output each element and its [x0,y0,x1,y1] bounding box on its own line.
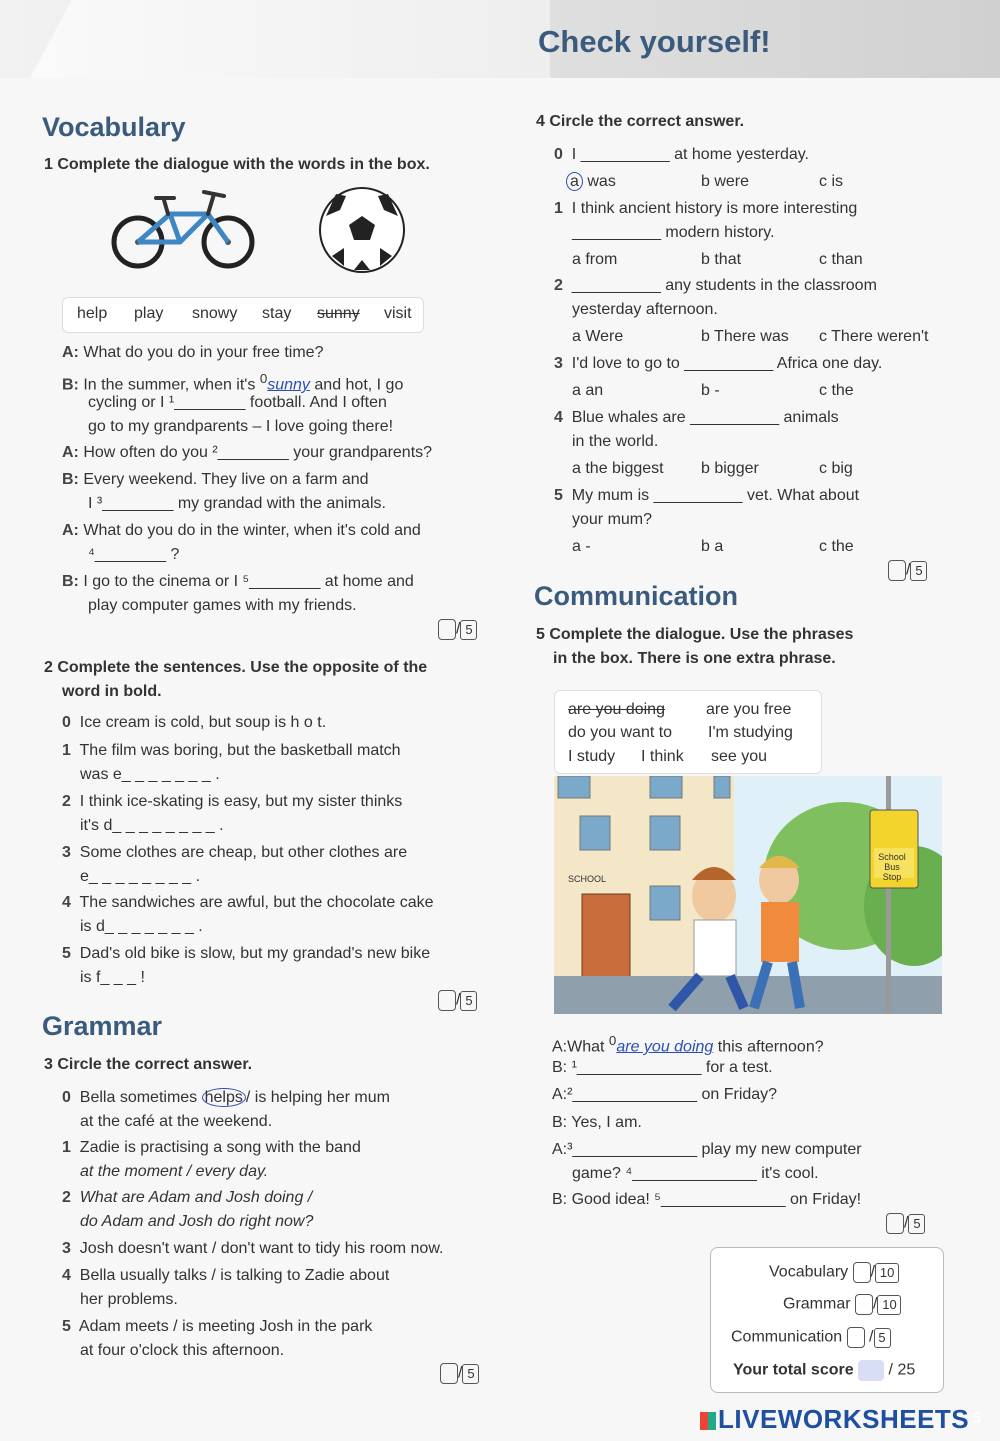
score-box[interactable] [855,1294,873,1315]
sentence: Some clothes are cheap, but other clothes are [79,844,408,861]
ex3-instruction: 3 Circle the correct answer. [44,1056,253,1073]
option-c[interactable]: c big [819,460,853,477]
speaker: A: [552,1086,568,1103]
word-sunny: sunny [317,305,360,322]
ex5-score: / 5 [886,1213,925,1234]
score-box[interactable] [440,1363,458,1384]
item-number: 5 [554,487,563,504]
option-b[interactable]: b There was [701,328,789,345]
dialogue-line: play computer games with my friends. [88,597,357,614]
score-max: 5 [460,991,477,1011]
vocabulary-title: Vocabulary [42,112,186,142]
bicycle-illustration [108,186,260,274]
sentence: I think ice-skating is easy, but my sister thinks [79,793,403,810]
question: in the world. [572,433,659,450]
dialogue-line: Yes, I am. [571,1114,642,1131]
example-answer: are you doing [616,1038,714,1056]
option-a[interactable]: a the biggest [572,460,664,477]
dialogue-line[interactable]: Good idea! ⁵______________ on Friday! [571,1191,862,1208]
phrase-i-study: I study [568,748,616,765]
score-box[interactable] [853,1262,871,1283]
question: I __________ at home yesterday. [571,146,809,163]
speaker: A: [552,1038,568,1056]
ex2-score: / 5 [438,990,477,1011]
option-b[interactable]: b - [701,382,720,399]
dialogue-line: go to my grandparents – I love going there! [88,418,394,435]
header-band-light [30,0,550,78]
school-scene [554,776,942,1014]
option-b[interactable]: b bigger [701,460,759,477]
sentence: at four o'clock this afternoon. [80,1342,285,1359]
word-play: play [134,305,164,322]
word-help: help [77,305,108,322]
question: your mum? [572,511,653,528]
phrase-are-you-free: are you free [706,701,792,718]
option-a[interactable]: a from [572,251,618,268]
item-number: 5 [62,1318,71,1335]
item-number: 0 [554,146,563,163]
sentence: Zadie is practising a song with the band [79,1139,361,1156]
speaker: B: [552,1114,568,1131]
dialogue-line: I ³________ my grandad with the animals. [88,495,386,512]
grammar-score-row: Grammar / 10 [783,1294,901,1315]
answer-gap[interactable]: was e_ _ _ _ _ _ _ . [80,766,220,783]
speaker: A: [62,522,79,539]
question: __________ modern history. [572,224,775,241]
page-title: Check yourself! [538,24,771,59]
phrase-i-think: I think [641,748,684,765]
score-box[interactable] [886,1213,904,1234]
ex1-word-box [62,297,424,333]
logo-text: LIVEWORKSHEETS [718,1404,970,1434]
dialogue-line: In the summer, when it's [83,376,256,394]
item-number: 3 [62,1240,71,1257]
speaker: B: [62,471,79,488]
item-number: 1 [62,742,71,759]
vocabulary-score-row: Vocabulary / 10 [769,1262,899,1283]
score-max: 5 [462,1364,479,1384]
option-c[interactable]: c is [819,173,843,190]
choice-options[interactable]: Adam meets / is meeting Josh in the park [78,1318,373,1335]
score-label: Your total score [733,1361,854,1379]
question: I'd love to go to __________ Africa one day. [571,355,883,372]
speaker: B: [552,1059,568,1076]
score-label: Communication [731,1328,843,1346]
question: __________ any students in the classroom [571,277,877,294]
answer-gap[interactable]: is f_ _ _ ! [80,969,145,986]
option-a[interactable]: a Were [572,328,624,345]
ex5-instruction-2: in the box. There is one extra phrase. [553,650,836,667]
score-box[interactable] [847,1327,865,1348]
item-number: 3 [554,355,563,372]
dialogue-line: Every weekend. They live on a farm and [83,471,369,488]
dialogue-line: What do you do in your free time? [83,344,324,361]
option-c[interactable]: c than [819,251,863,268]
football-illustration [318,186,406,274]
item-number: 3 [62,844,71,861]
choice-options[interactable]: What are Adam and Josh doing / [79,1189,313,1206]
question: yesterday afternoon. [572,301,718,318]
score-max: 10 [875,1263,899,1283]
phrase-see-you: see you [711,748,768,765]
sentence: Bella sometimes [79,1089,198,1106]
question: Blue whales are __________ animals [571,409,839,426]
dialogue-line: and hot, I go [314,376,404,394]
example-answer: sunny [267,376,310,394]
option-a[interactable]: was [587,173,616,190]
score-box[interactable] [858,1360,884,1381]
score-max: 5 [908,1214,925,1234]
item-number: 0 [62,1089,71,1106]
score-label: Vocabulary [769,1263,849,1281]
option-c[interactable]: c the [819,382,854,399]
phrase-im-studying: I'm studying [708,724,793,741]
speaker: B: [62,573,79,590]
bus-stop-sign-line-2: Bus Stop [882,862,902,882]
speaker: B: [62,376,79,394]
score-box[interactable] [888,560,906,581]
choice-options[interactable]: Bella usually talks / is talking to Zadie about [79,1267,390,1284]
liveworksheets-logo [700,1404,969,1435]
item-number: 5 [62,945,71,962]
answer-gap[interactable]: it's d_ _ _ _ _ _ _ _ . [80,817,224,834]
score-max: 25 [897,1361,916,1379]
score-max: 5 [460,620,477,640]
option-c[interactable]: c There weren't [819,328,929,345]
dialogue-line: cycling or I ¹________ football. And I often [88,394,387,411]
item-number: 2 [62,793,71,810]
question: I think ancient history is more interesting [571,200,858,217]
item-number: 1 [62,1139,71,1156]
school-illustration [554,776,942,1014]
dialogue-line: I go to the cinema or I ⁵________ at home and [83,573,414,590]
page-number: 5 [972,1410,981,1427]
communication-title: Communication [534,581,739,611]
bus-stop-sign [876,852,908,882]
option-a[interactable]: a an [572,382,604,399]
item-number: 4 [62,894,71,911]
answer-gap[interactable]: e_ _ _ _ _ _ _ _ . [80,868,201,885]
score-box[interactable] [438,619,456,640]
speaker: A: [62,444,79,461]
dialogue-line: What [567,1038,605,1056]
total-score-row: Your total score / 25 [733,1360,915,1381]
choice-options[interactable]: do Adam and Josh do right now? [80,1213,314,1230]
option-b[interactable]: b that [701,251,742,268]
grammar-title: Grammar [42,1011,163,1041]
dialogue-line: ⁴________ ? [88,546,180,563]
score-max: 5 [874,1328,891,1348]
dialogue-line[interactable]: ²______________ on Friday? [567,1086,778,1103]
score-max: 5 [910,561,927,581]
sentence: The sandwiches are awful, but the chocolate cake [79,894,434,911]
sentence: / is helping her mum [245,1089,390,1106]
dialogue-line: What do you do in the winter, when it's cold and [83,522,421,539]
ex2-instruction: 2 Complete the sentences. Use the opposite of the [44,659,428,676]
item-number: 0 [62,714,71,731]
sentence: her problems. [80,1291,178,1308]
dialogue-line[interactable]: ³______________ play my new computer [567,1141,862,1158]
item-number: 4 [62,1267,71,1284]
circled-answer: helps [202,1088,246,1107]
phrase-do-you-want-to: do you want to [568,724,673,741]
sentence: Dad's old bike is slow, but my grandad's new bike [79,945,431,962]
item-number: 2 [62,1189,71,1206]
dialogue-line[interactable]: ¹______________ for a test. [571,1059,773,1076]
logo-icon [700,1412,716,1430]
phrase-are-you-doing: are you doing [568,701,665,718]
question: My mum is __________ vet. What about [571,487,860,504]
ex2-instruction-2: word in bold. [62,683,162,700]
speaker: A: [62,344,79,361]
option-c[interactable]: c the [819,538,854,555]
speaker: B: [552,1191,568,1208]
ex5-instruction: 5 Complete the dialogue. Use the phrases [536,626,854,643]
item-number: 2 [554,277,563,294]
speaker: A: [552,1141,568,1158]
sentence: The film was boring, but the basketball match [79,742,401,759]
answer-gap[interactable]: is d_ _ _ _ _ _ _ . [80,918,203,935]
sentence: Ice cream is cold, but soup is h o t. [79,714,327,731]
ex4-score: / 5 [888,560,927,581]
dialogue-line[interactable]: game? ⁴______________ it's cool. [572,1165,819,1182]
ex3-score: / 5 [440,1363,479,1384]
sentence: at the café at the weekend. [80,1113,273,1130]
circled-option-a: a [566,172,583,191]
option-b[interactable]: b were [701,173,750,190]
score-box[interactable] [438,990,456,1011]
bus-stop-sign-line-1: School [878,852,906,862]
score-max: 10 [877,1295,901,1315]
item-number: 1 [554,200,563,217]
ex1-instruction: 1 Complete the dialogue with the words in the box. [44,156,430,173]
word-visit: visit [384,305,412,322]
word-stay: stay [262,305,292,322]
item-number: 4 [554,409,563,426]
communication-score-row: Communication / 5 [731,1327,891,1348]
school-sign: SCHOOL [568,874,607,884]
ex4-instruction: 4 Circle the correct answer. [536,113,745,130]
option-b[interactable]: b a [701,538,724,555]
dialogue-line: How often do you ²________ your grandparents? [83,444,433,461]
option-a[interactable]: a - [572,538,591,555]
word-snowy: snowy [192,305,238,322]
dialogue-line: this afternoon? [717,1038,824,1056]
ex1-score: / 5 [438,619,477,640]
choice-options[interactable]: Josh doesn't want / don't want to tidy his room now. [79,1240,444,1257]
score-label: Grammar [783,1295,851,1313]
choice-options[interactable]: at the moment / every day. [80,1163,269,1180]
